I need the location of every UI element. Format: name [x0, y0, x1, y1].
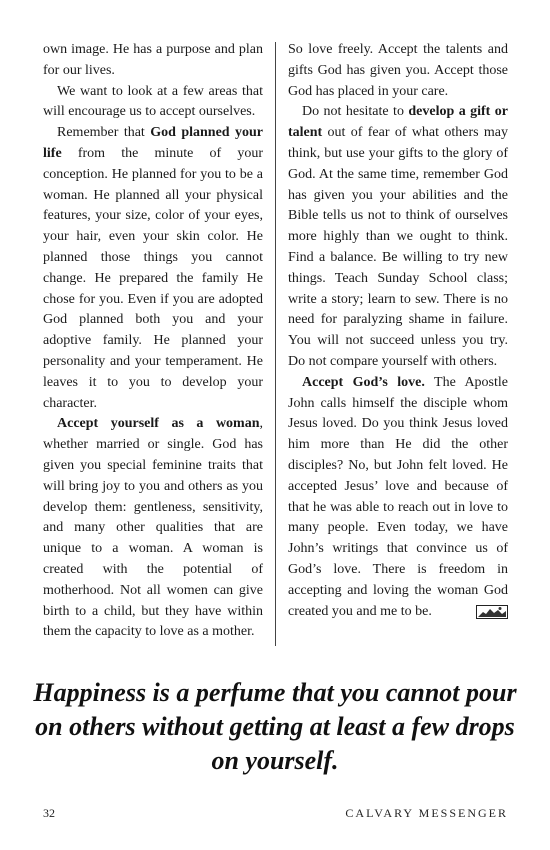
- column-divider: [275, 42, 276, 646]
- left-column: [43, 40, 263, 643]
- highlight-develop-gift: develop a gift or talent: [288, 104, 508, 141]
- article-columns: [43, 40, 508, 646]
- right-column: [288, 40, 508, 622]
- paragraph-lead: Remember that: [57, 125, 151, 141]
- paragraph-love-freely: So love freely. Accept the talents and gifts God has given you. Accept those God has placed in your care.: [288, 42, 508, 99]
- highlight-god-planned: God planned your life: [43, 125, 263, 161]
- paragraph-body: , whether married or single. God has given you special feminine traits that will bring joy to you and others as you develop them: gentleness, sensitivity, and many other qualities that are unique to a woman. A woman is created with the potential of motherhood. Not all women can give birth to a child, but they have within them the capacity to love as a mother.: [43, 416, 263, 640]
- paragraph-accept-woman: [43, 414, 263, 643]
- pull-quote: Happiness is a perfume that you cannot pour on others without getting at least a few drops on yourself.: [33, 678, 517, 775]
- paragraph-continued: own image. He has a purpose and plan for our lives.: [43, 42, 263, 78]
- highlight-accept-love: Accept God’s love.: [302, 374, 425, 390]
- paragraph-body: out of fear of what others may think, but use your gifts to the glory of God. At the same time, remember God has given you your abilities and the Bible tells us not to think of ourselves more highly than we ought to think. Find a balance. Be willing to try new things. Teach Sunday School class; write a story; learn to sew. There is no need for paralyzing shame in failure. You will not succeed unless you try. Do not compare yourself with others.: [288, 125, 508, 369]
- paragraph-body: The Apostle John calls himself the disciple whom Jesus loved. Do you think Jesus loved him more than He did the other disciples? No, but John felt loved. He accepted Jesus’ love and because of that he was able to reach out in love to many people. Even today, we have John’s writings that convince us of God’s love. There is freedom in accepting and loving the woman God created you and me to be.: [288, 374, 508, 619]
- publication-name: CALVARY MESSENGER: [345, 806, 508, 820]
- paragraph-intro: We want to look at a few areas that will encourage us to accept ourselves.: [43, 83, 263, 120]
- paragraph-accept-love: [288, 373, 508, 623]
- paragraph-god-planned: [43, 123, 263, 414]
- paragraph-lead: Do not hesitate to: [302, 104, 409, 120]
- page-number: 32: [43, 806, 55, 820]
- paragraph-develop-gift: [288, 102, 508, 372]
- highlight-accept-woman: Accept yourself as a woman: [57, 416, 260, 432]
- page-footer: [43, 806, 508, 824]
- paragraph-body: from the minute of your conception. He planned for you to be a woman. He planned all your physical features, your size, color of your eyes, your hair, even your skin color. He planned those things you cannot change. He prepared the family He chose for you. Even if you are adopted God planned both you and your adoptive family. He planned your personality and your temperament. He leaves it to you to develop your character.: [43, 145, 263, 411]
- end-of-article-mark-icon: [476, 605, 508, 619]
